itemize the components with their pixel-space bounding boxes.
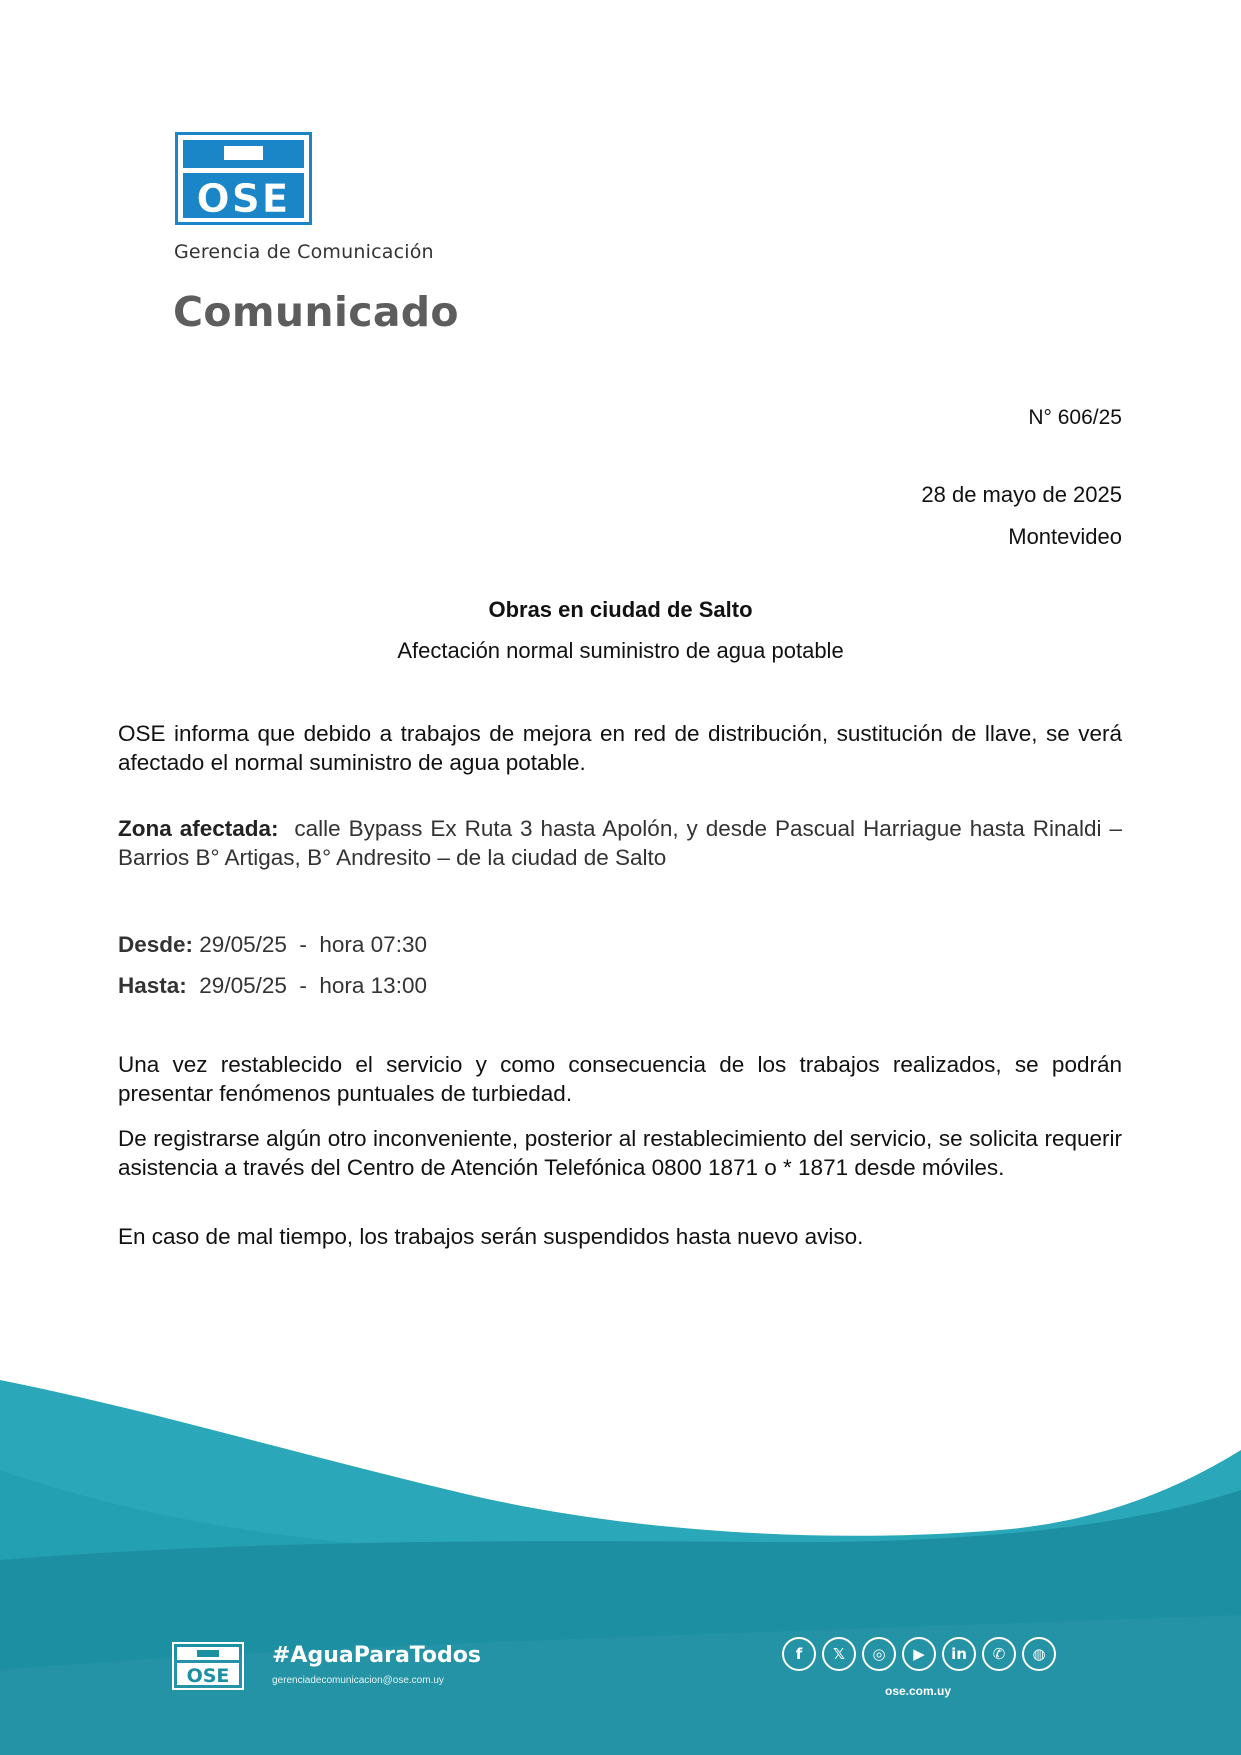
date-block: [921, 474, 1122, 558]
document-number: N° 606/25: [1028, 406, 1122, 429]
to-label: Hasta:: [118, 973, 187, 998]
linkedin-icon[interactable]: in: [942, 1637, 976, 1671]
department-name: Gerencia de Comunicación: [174, 241, 434, 263]
ose-logo: [175, 132, 312, 225]
contact-email[interactable]: gerenciadecomunicacion@ose.com.uy: [272, 1675, 444, 1686]
footer-wave: [0, 1380, 1241, 1755]
facebook-icon[interactable]: f: [782, 1637, 816, 1671]
document-title: Obras en ciudad de Salto: [488, 597, 753, 622]
instagram-icon[interactable]: ◎: [862, 1637, 896, 1671]
web-icon[interactable]: ◍: [1022, 1637, 1056, 1671]
zone-label: Zona afectada:: [118, 816, 279, 841]
from-label: Desde:: [118, 932, 194, 957]
svg-text:OSE: OSE: [196, 177, 291, 222]
website-link[interactable]: ose.com.uy: [885, 1684, 952, 1698]
turbidity-paragraph: Una vez restablecido el servicio y como consecuencia de los trabajos realizados, se podrán presentar fenómenos puntuales de turbiedad.: [118, 1052, 1122, 1106]
document-date: 28 de mayo de 2025: [921, 482, 1122, 507]
document-city: Montevideo: [1008, 524, 1122, 549]
footer-logo: [172, 1642, 244, 1690]
from-value: 29/05/25 - hora 07:30: [199, 932, 427, 957]
youtube-icon[interactable]: ▶: [902, 1637, 936, 1671]
from-line: [118, 930, 1122, 959]
document-type: Comunicado: [173, 288, 459, 336]
assistance-paragraph: De registrarse algún otro inconveniente, posterior al restablecimiento del servicio, se solicita requerir asistencia a través del Centro de Atención Telefónica 0800 1871 o * 1871 desde móviles.: [118, 1126, 1122, 1180]
weather-paragraph: En caso de mal tiempo, los trabajos serán suspendidos hasta nuevo aviso.: [118, 1224, 864, 1249]
intro-paragraph: OSE informa que debido a trabajos de mejora en red de distribución, sustitución de llave, se verá afectado el normal suministro de agua potable.: [118, 721, 1122, 775]
social-icons: [782, 1637, 1056, 1671]
whatsapp-icon[interactable]: ✆: [982, 1637, 1016, 1671]
x-icon[interactable]: 𝕏: [822, 1637, 856, 1671]
to-value: 29/05/25 - hora 13:00: [199, 973, 427, 998]
to-line: [118, 971, 1122, 1000]
document-subtitle: Afectación normal suministro de agua potable: [397, 638, 844, 663]
svg-text:OSE: OSE: [186, 1665, 230, 1687]
affected-zone: [118, 814, 1122, 872]
hashtag: #AguaParaTodos: [272, 1643, 481, 1668]
zone-text: calle Bypass Ex Ruta 3 hasta Apolón, y desde Pascual Harriague hasta Rinaldi – Barrios B° Artigas, B° Andresito – de la ciudad de Salto: [118, 816, 1122, 870]
